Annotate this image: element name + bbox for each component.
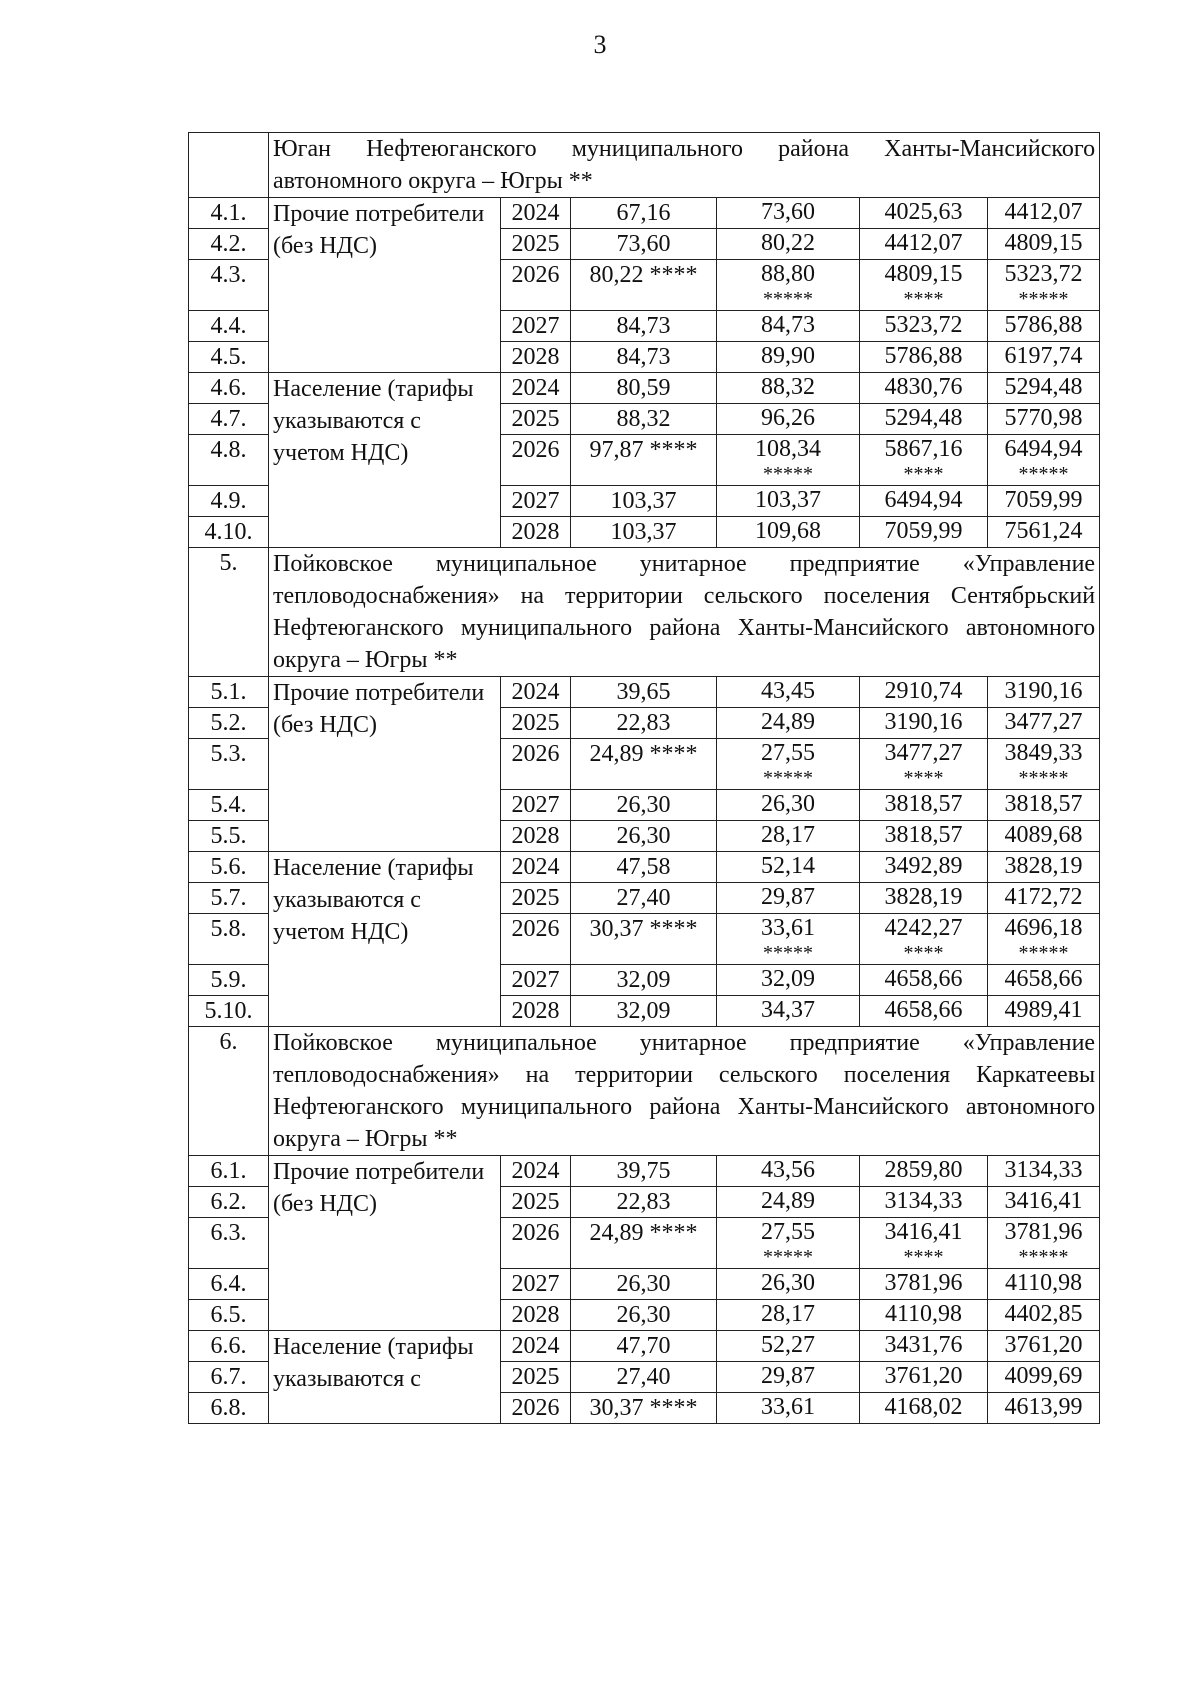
tariff-value	[860, 1331, 988, 1362]
tariff-value	[860, 404, 988, 435]
tariff-value: 27,40	[571, 883, 717, 914]
value-text: 7059,99	[1004, 487, 1083, 513]
row-number: 5.2.	[189, 708, 269, 739]
footnote-mark: *****	[1018, 942, 1069, 964]
footnote-mark: *****	[1018, 288, 1069, 310]
tariff-value	[860, 435, 988, 486]
value-text: 4402,85	[1004, 1301, 1083, 1327]
tariff-value: 73,60	[571, 229, 717, 260]
tariff-value	[860, 311, 988, 342]
row-number: 5.10.	[189, 996, 269, 1027]
section-header-row	[189, 1027, 1100, 1156]
value-text: 43,45	[761, 678, 815, 704]
tariff-value: 39,75	[571, 1156, 717, 1187]
value-text: 33,61	[761, 915, 815, 941]
footnote-mark: ****	[903, 1246, 944, 1268]
tariff-value: 84,73	[571, 342, 717, 373]
year-cell: 2026	[501, 1218, 571, 1269]
value-text: 5867,16	[884, 436, 963, 462]
value-text: 96,26	[761, 405, 815, 431]
value-text: 6197,74	[1004, 343, 1083, 369]
row-number: 5.5.	[189, 821, 269, 852]
value-text: 3492,89	[884, 853, 963, 879]
tariff-value: 26,30	[571, 821, 717, 852]
row-number: 5.6.	[189, 852, 269, 883]
value-text: 4830,76	[884, 374, 963, 400]
value-text: 3818,57	[1004, 791, 1083, 817]
tariff-value	[860, 486, 988, 517]
year-cell: 2028	[501, 1300, 571, 1331]
tariff-value: 47,70	[571, 1331, 717, 1362]
year-cell: 2025	[501, 1362, 571, 1393]
tariff-value	[717, 1269, 860, 1300]
value-text: 33,61	[761, 1394, 815, 1420]
tariff-value	[860, 914, 988, 965]
row-number: 5.3.	[189, 739, 269, 790]
footnote-mark: *****	[763, 463, 813, 485]
row-number: 6.1.	[189, 1156, 269, 1187]
value-text: 73,60	[761, 199, 815, 225]
tariff-value	[988, 996, 1100, 1027]
organization-name: Пойковское муниципальное унитарное предприятие «Управление тепловодоснабжения» на территории сельского поселения Сентябрьский Нефтеюганского муниципального района Ханты-Мансийского автономного округа – Югры **	[269, 548, 1100, 677]
year-cell: 2027	[501, 1269, 571, 1300]
tariff-value	[988, 790, 1100, 821]
value-text: 88,32	[761, 374, 815, 400]
tariff-value	[988, 739, 1100, 790]
tariff-value: 26,30	[571, 1269, 717, 1300]
row-number: 4.8.	[189, 435, 269, 486]
row-number: 6.4.	[189, 1269, 269, 1300]
tariff-value: 32,09	[571, 996, 717, 1027]
section-header-row	[189, 548, 1100, 677]
tariff-value	[860, 708, 988, 739]
tariff-value	[860, 965, 988, 996]
value-text: 24,89	[761, 1188, 815, 1214]
year-cell: 2024	[501, 1156, 571, 1187]
value-text: 88,80	[761, 261, 815, 287]
value-text: 2859,80	[884, 1157, 963, 1183]
value-text: 26,30	[761, 791, 815, 817]
row-number: 5.9.	[189, 965, 269, 996]
value-text: 4412,07	[884, 230, 963, 256]
row-number: 6.2.	[189, 1187, 269, 1218]
tariff-value	[988, 965, 1100, 996]
year-cell: 2025	[501, 229, 571, 260]
footnote-mark: *****	[763, 1246, 813, 1268]
tariff-value: 84,73	[571, 311, 717, 342]
footnote-mark: *****	[1018, 767, 1069, 789]
tariff-value	[717, 852, 860, 883]
value-text: 103,37	[755, 487, 821, 513]
tariff-value	[717, 373, 860, 404]
value-text: 32,09	[761, 966, 815, 992]
table-row	[189, 677, 1100, 708]
footnote-mark: *****	[1018, 463, 1069, 485]
consumer-category: Прочие потребители (без НДС)	[269, 198, 501, 373]
footnote-mark: *****	[763, 767, 813, 789]
tariff-value: 22,83	[571, 1187, 717, 1218]
value-text: 4809,15	[1004, 230, 1083, 256]
row-number: 4.9.	[189, 486, 269, 517]
tariff-value	[860, 821, 988, 852]
year-cell: 2024	[501, 852, 571, 883]
tariff-value	[988, 677, 1100, 708]
row-number: 4.10.	[189, 517, 269, 548]
table-row	[189, 1331, 1100, 1362]
footnote-mark: ****	[903, 767, 944, 789]
row-number: 6.8.	[189, 1393, 269, 1424]
value-text: 4989,41	[1004, 997, 1083, 1023]
tariff-value	[988, 1187, 1100, 1218]
section-number	[189, 133, 269, 198]
year-cell: 2028	[501, 342, 571, 373]
year-cell: 2027	[501, 965, 571, 996]
year-cell: 2025	[501, 1187, 571, 1218]
value-text: 4696,18	[1004, 915, 1083, 941]
value-text: 4412,07	[1004, 199, 1083, 225]
table-row	[189, 1156, 1100, 1187]
value-text: 4242,27	[884, 915, 963, 941]
footnote-mark: *****	[763, 942, 813, 964]
tariff-value	[988, 198, 1100, 229]
tariff-value	[717, 1362, 860, 1393]
tariff-value	[717, 404, 860, 435]
year-cell: 2024	[501, 677, 571, 708]
year-cell: 2027	[501, 311, 571, 342]
tariff-value: 97,87 ****	[571, 435, 717, 486]
value-text: 3761,20	[884, 1363, 963, 1389]
tariff-value	[717, 342, 860, 373]
tariff-value: 26,30	[571, 790, 717, 821]
year-cell: 2028	[501, 821, 571, 852]
tariff-value	[988, 229, 1100, 260]
year-cell: 2027	[501, 790, 571, 821]
tariff-value	[717, 790, 860, 821]
organization-name: Юган Нефтеюганского муниципального района Ханты-Мансийского автономного округа – Югры **	[269, 133, 1100, 198]
value-text: 109,68	[755, 518, 821, 544]
tariff-value: 26,30	[571, 1300, 717, 1331]
value-text: 29,87	[761, 884, 815, 910]
tariff-value	[860, 198, 988, 229]
tariff-value: 80,59	[571, 373, 717, 404]
tariff-value	[717, 1156, 860, 1187]
row-number: 4.6.	[189, 373, 269, 404]
value-text: 52,27	[761, 1332, 815, 1358]
tariff-value	[988, 373, 1100, 404]
value-text: 6494,94	[1004, 436, 1083, 462]
value-text: 28,17	[761, 1301, 815, 1327]
value-text: 5294,48	[1004, 374, 1083, 400]
tariff-value	[717, 311, 860, 342]
tariff-value	[988, 517, 1100, 548]
value-text: 3416,41	[1004, 1188, 1083, 1214]
footnote-mark: ****	[903, 942, 944, 964]
tariff-value	[717, 1187, 860, 1218]
year-cell: 2025	[501, 404, 571, 435]
tariff-value	[988, 1300, 1100, 1331]
tariff-value	[988, 1331, 1100, 1362]
year-cell: 2026	[501, 1393, 571, 1424]
tariff-value	[717, 1393, 860, 1424]
value-text: 7561,24	[1004, 518, 1083, 544]
value-text: 3190,16	[884, 709, 963, 735]
tariff-value	[860, 1393, 988, 1424]
tariff-value	[988, 404, 1100, 435]
value-text: 3190,16	[1004, 678, 1083, 704]
tariff-value	[860, 260, 988, 311]
row-number: 4.1.	[189, 198, 269, 229]
tariff-value: 80,22 ****	[571, 260, 717, 311]
value-text: 3134,33	[884, 1188, 963, 1214]
tariff-value	[717, 739, 860, 790]
year-cell: 2024	[501, 373, 571, 404]
tariff-value	[860, 739, 988, 790]
tariff-value: 67,16	[571, 198, 717, 229]
value-text: 3416,41	[884, 1219, 963, 1245]
tariff-value	[860, 790, 988, 821]
row-number: 6.5.	[189, 1300, 269, 1331]
consumer-category: Прочие потребители (без НДС)	[269, 677, 501, 852]
section-number: 6.	[189, 1027, 269, 1156]
value-text: 27,55	[761, 740, 815, 766]
tariff-value: 32,09	[571, 965, 717, 996]
tariff-value	[717, 1331, 860, 1362]
value-text: 2910,74	[884, 678, 963, 704]
tariff-value	[717, 260, 860, 311]
value-text: 6494,94	[884, 487, 963, 513]
value-text: 3781,96	[1004, 1219, 1083, 1245]
tariff-value: 30,37 ****	[571, 1393, 717, 1424]
value-text: 3828,19	[884, 884, 963, 910]
value-text: 4168,02	[884, 1394, 963, 1420]
year-cell: 2025	[501, 883, 571, 914]
footnote-mark: *****	[1018, 1246, 1069, 1268]
value-text: 3828,19	[1004, 853, 1083, 879]
value-text: 26,30	[761, 1270, 815, 1296]
consumer-category: Население (тарифы указываются с	[269, 1331, 501, 1424]
tariff-value	[988, 821, 1100, 852]
tariff-value: 30,37 ****	[571, 914, 717, 965]
value-text: 3849,33	[1004, 740, 1083, 766]
tariff-value: 39,65	[571, 677, 717, 708]
tariff-value	[860, 996, 988, 1027]
tariff-value	[860, 373, 988, 404]
row-number: 6.6.	[189, 1331, 269, 1362]
tariff-value	[988, 883, 1100, 914]
year-cell: 2027	[501, 486, 571, 517]
tariff-value	[717, 517, 860, 548]
organization-name: Пойковское муниципальное унитарное предприятие «Управление тепловодоснабжения» на территории сельского поселения Каркатеевы Нефтеюганского муниципального района Ханты-Мансийского автономного округа – Югры **	[269, 1027, 1100, 1156]
value-text: 4099,69	[1004, 1363, 1083, 1389]
tariff-value	[717, 708, 860, 739]
year-cell: 2026	[501, 914, 571, 965]
value-text: 5323,72	[884, 312, 963, 338]
tariff-value	[860, 1269, 988, 1300]
value-text: 3477,27	[884, 740, 963, 766]
tariff-value	[717, 914, 860, 965]
value-text: 4025,63	[884, 199, 963, 225]
tariff-value	[988, 1218, 1100, 1269]
value-text: 3781,96	[884, 1270, 963, 1296]
section-number: 5.	[189, 548, 269, 677]
value-text: 4809,15	[884, 261, 963, 287]
tariff-value	[860, 229, 988, 260]
row-number: 4.2.	[189, 229, 269, 260]
value-text: 3818,57	[884, 822, 963, 848]
tariff-value	[988, 435, 1100, 486]
tariff-value	[717, 198, 860, 229]
value-text: 4172,72	[1004, 884, 1083, 910]
tariff-value	[860, 1187, 988, 1218]
footnote-mark: ****	[903, 463, 944, 485]
year-cell: 2028	[501, 996, 571, 1027]
tariff-value	[717, 1218, 860, 1269]
value-text: 84,73	[761, 312, 815, 338]
year-cell: 2026	[501, 260, 571, 311]
tariff-value	[717, 1300, 860, 1331]
tariff-value: 24,89 ****	[571, 739, 717, 790]
value-text: 4110,98	[1004, 1270, 1083, 1296]
table-row	[189, 852, 1100, 883]
tariff-value	[860, 1362, 988, 1393]
value-text: 89,90	[761, 343, 815, 369]
tariff-value	[717, 821, 860, 852]
tariff-value	[860, 517, 988, 548]
value-text: 4658,66	[1004, 966, 1083, 992]
tariff-value	[988, 486, 1100, 517]
consumer-category: Прочие потребители (без НДС)	[269, 1156, 501, 1331]
tariff-value	[717, 883, 860, 914]
tariff-value	[988, 311, 1100, 342]
tariff-value	[717, 965, 860, 996]
tariff-value	[860, 1218, 988, 1269]
value-text: 4658,66	[884, 997, 963, 1023]
tariff-value	[988, 1156, 1100, 1187]
tariff-value	[717, 229, 860, 260]
row-number: 4.7.	[189, 404, 269, 435]
tariff-value	[717, 677, 860, 708]
tariff-value	[988, 260, 1100, 311]
year-cell: 2026	[501, 739, 571, 790]
value-text: 34,37	[761, 997, 815, 1023]
value-text: 3818,57	[884, 791, 963, 817]
value-text: 5770,98	[1004, 405, 1083, 431]
tariff-value: 22,83	[571, 708, 717, 739]
table-row	[189, 198, 1100, 229]
value-text: 4110,98	[884, 1301, 963, 1327]
value-text: 24,89	[761, 709, 815, 735]
value-text: 7059,99	[884, 518, 963, 544]
value-text: 43,56	[761, 1157, 815, 1183]
row-number: 4.5.	[189, 342, 269, 373]
row-number: 4.3.	[189, 260, 269, 311]
value-text: 5786,88	[884, 343, 963, 369]
year-cell: 2024	[501, 1331, 571, 1362]
value-text: 3134,33	[1004, 1157, 1083, 1183]
tariff-value	[717, 435, 860, 486]
tariff-value	[988, 1269, 1100, 1300]
tariff-value: 24,89 ****	[571, 1218, 717, 1269]
value-text: 5786,88	[1004, 312, 1083, 338]
tariff-value	[860, 852, 988, 883]
value-text: 4089,68	[1004, 822, 1083, 848]
section-header-row	[189, 133, 1100, 198]
tariff-value: 103,37	[571, 517, 717, 548]
year-cell: 2025	[501, 708, 571, 739]
row-number: 4.4.	[189, 311, 269, 342]
tariff-value	[988, 914, 1100, 965]
tariff-table	[188, 132, 1100, 1424]
tariff-value	[860, 883, 988, 914]
value-text: 28,17	[761, 822, 815, 848]
tariff-value	[717, 996, 860, 1027]
tariff-value: 103,37	[571, 486, 717, 517]
table-row	[189, 373, 1100, 404]
tariff-value	[860, 342, 988, 373]
value-text: 80,22	[761, 230, 815, 256]
value-text: 4613,99	[1004, 1394, 1083, 1420]
tariff-value: 27,40	[571, 1362, 717, 1393]
value-text: 108,34	[755, 436, 821, 462]
value-text: 52,14	[761, 853, 815, 879]
row-number: 5.7.	[189, 883, 269, 914]
value-text: 3431,76	[884, 1332, 963, 1358]
year-cell: 2028	[501, 517, 571, 548]
year-cell: 2024	[501, 198, 571, 229]
row-number: 6.7.	[189, 1362, 269, 1393]
year-cell: 2026	[501, 435, 571, 486]
page-number: 3	[593, 30, 607, 59]
value-text: 3477,27	[1004, 709, 1083, 735]
value-text: 27,55	[761, 1219, 815, 1245]
footnote-mark: ****	[903, 288, 944, 310]
value-text: 4658,66	[884, 966, 963, 992]
tariff-value	[860, 677, 988, 708]
row-number: 5.8.	[189, 914, 269, 965]
value-text: 3761,20	[1004, 1332, 1083, 1358]
value-text: 5323,72	[1004, 261, 1083, 287]
footnote-mark: *****	[763, 288, 813, 310]
tariff-value	[988, 708, 1100, 739]
tariff-value	[988, 1393, 1100, 1424]
row-number: 5.1.	[189, 677, 269, 708]
tariff-value	[988, 342, 1100, 373]
consumer-category: Население (тарифы указываются с учетом НДС)	[269, 852, 501, 1027]
tariff-value	[988, 852, 1100, 883]
tariff-value	[717, 486, 860, 517]
tariff-value	[860, 1300, 988, 1331]
tariff-value: 88,32	[571, 404, 717, 435]
value-text: 29,87	[761, 1363, 815, 1389]
tariff-value	[988, 1362, 1100, 1393]
tariff-value	[860, 1156, 988, 1187]
consumer-category: Население (тарифы указываются с учетом НДС)	[269, 373, 501, 548]
row-number: 5.4.	[189, 790, 269, 821]
row-number: 6.3.	[189, 1218, 269, 1269]
value-text: 5294,48	[884, 405, 963, 431]
tariff-value: 47,58	[571, 852, 717, 883]
